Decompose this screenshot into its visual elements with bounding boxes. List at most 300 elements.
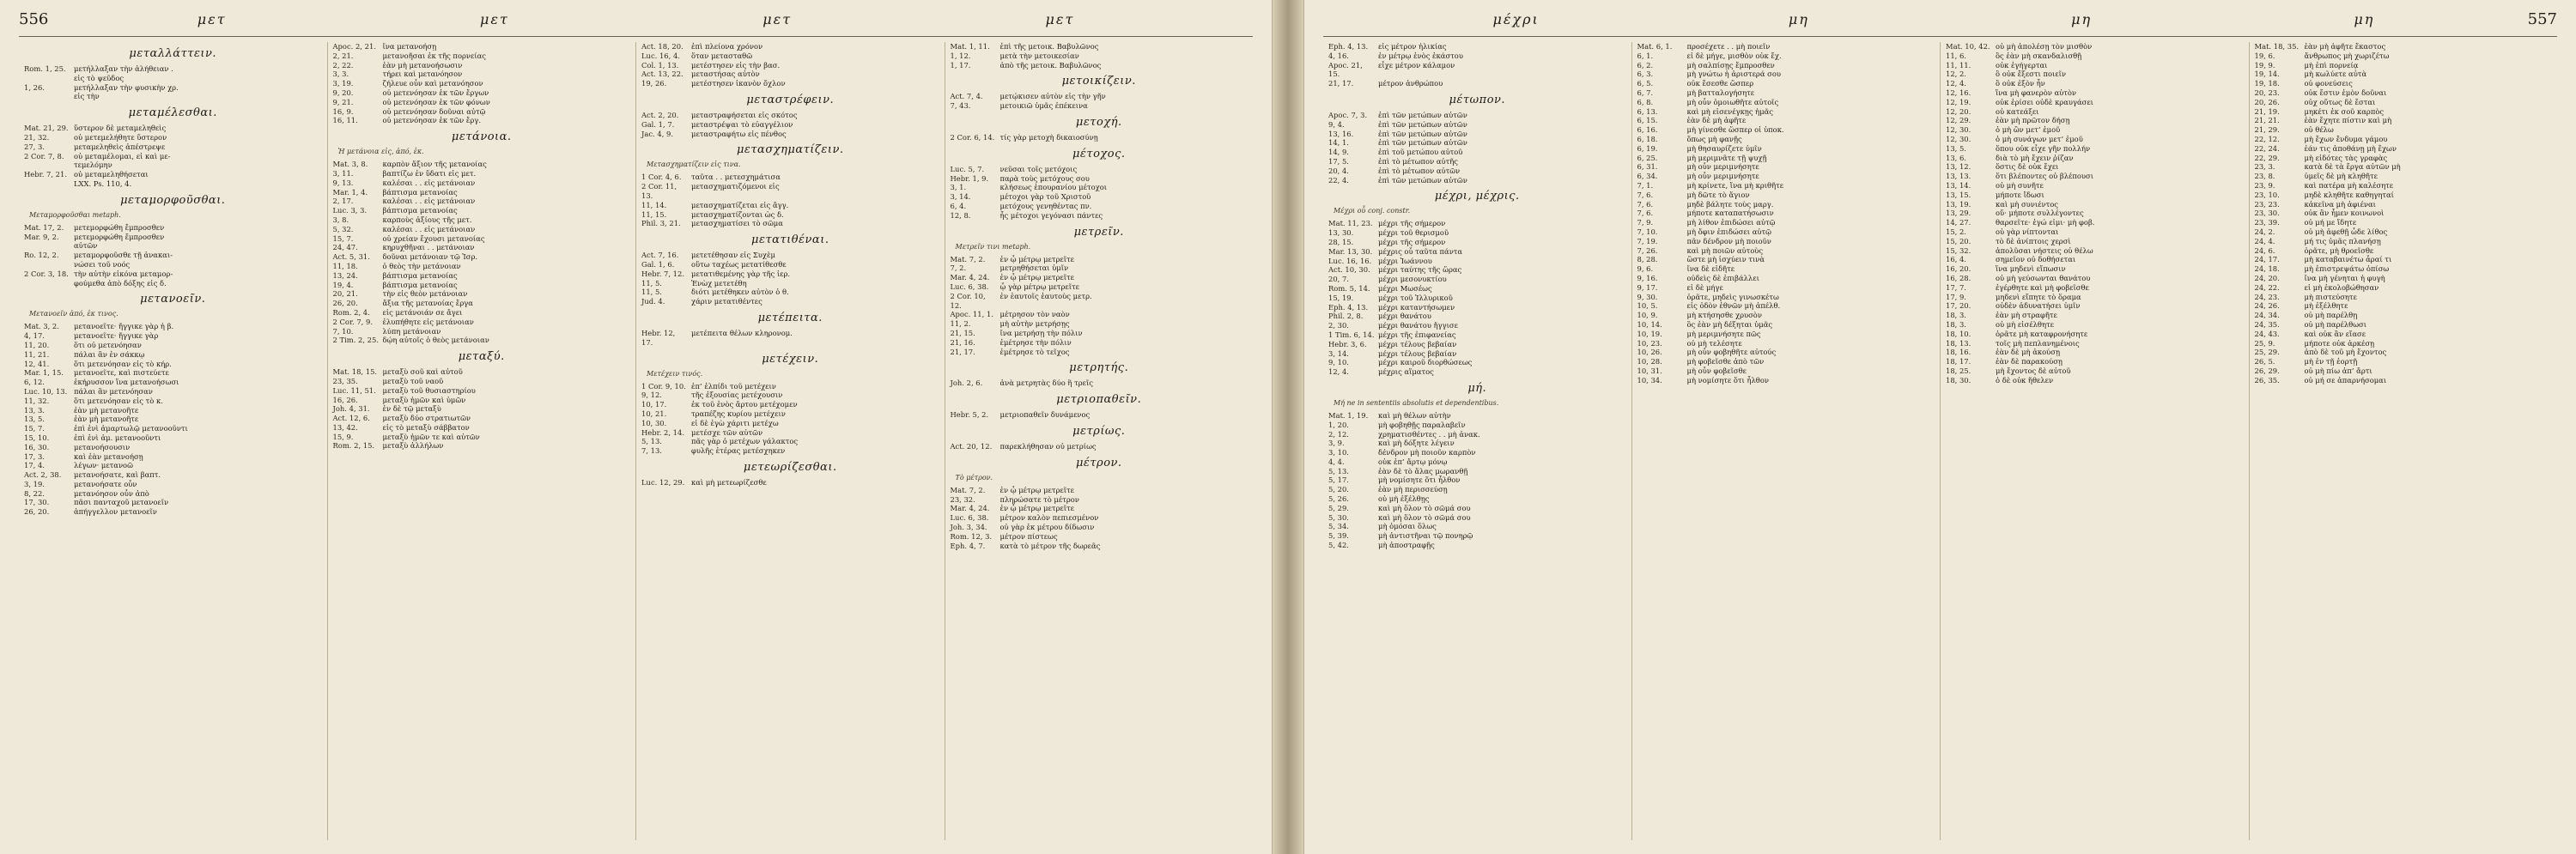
quotation-text: μὴ εἰδότες τὰς γραφὰς <box>2304 153 2388 162</box>
quotation-text: μετανοῆσαι ἐκ τῆς πορνείας <box>382 51 486 60</box>
concordance-line <box>24 170 322 179</box>
verse-reference: 13, 19. <box>1946 199 1971 209</box>
concordance-line <box>641 400 939 409</box>
concordance-line <box>333 70 631 79</box>
concordance-line <box>951 202 1249 211</box>
quotation-text: μέτρησον τὸν ναὸν <box>999 310 1070 319</box>
concordance-line <box>2255 162 2553 172</box>
quotation-text: ἐν ᾧ μέτρῳ μετρεῖτε <box>999 273 1075 282</box>
quotation-text: μέτοχοι γὰρ τοῦ Χριστοῦ <box>999 192 1091 202</box>
concordance-line <box>1328 522 1626 531</box>
verse-reference: 23, 39. <box>2254 218 2280 227</box>
verse-reference: 12, 4. <box>1328 367 1349 377</box>
quotation-text: ἐὰν ἔχητε πίστιν καὶ μὴ <box>2304 116 2392 125</box>
concordance-line <box>641 51 939 61</box>
concordance-line <box>1946 154 2244 163</box>
verse-reference: Eph. 4, 13. <box>1328 42 1369 51</box>
verse-reference: 15, 19. <box>1328 293 1354 302</box>
concordance-line <box>24 387 322 397</box>
quotation-text: ὃς ἐὰν μὴ δέξηται ὑμᾶς <box>1686 319 1773 329</box>
quotation-text: ἐν ᾧ μέτρῳ μετρεῖτε <box>999 254 1075 263</box>
concordance-line <box>951 273 1249 282</box>
concordance-line <box>2255 70 2553 79</box>
quotation-text: μηδὲ κληθῆτε καθηγηταί <box>2304 190 2394 199</box>
verse-reference: Luc. 6, 38. <box>950 513 989 523</box>
quotation-text: πάλαι ἂν μετενόησαν <box>74 386 153 396</box>
concordance-line <box>2255 339 2553 348</box>
quotation-text: ὅτι μετενόησαν εἰς τὸ κ. <box>74 396 163 405</box>
verse-reference: 10, 14. <box>1637 319 1662 329</box>
verse-reference: Rom. 2, 4. <box>332 307 370 317</box>
quotation-text: μέχρι Μωσέως <box>1378 283 1432 293</box>
quotation-text: κλήσεως ἐπουρανίου μέτοχοι <box>999 183 1108 192</box>
usage-note: Τὸ μέτρον. <box>955 473 993 482</box>
concordance-line <box>951 92 1249 101</box>
quotation-text: φούμεθα ἀπὸ δόξης εἰς δ. <box>74 278 167 288</box>
concordance-line <box>1637 320 1935 330</box>
verse-reference: 6, 4. <box>950 201 967 210</box>
quotation-text: Ἐνὼχ μετετέθη <box>691 278 747 288</box>
verse-reference: 2 Cor. 3, 18. <box>24 269 69 278</box>
quotation-text: μὴ ἔχοντος δὲ αὐτοῦ <box>1996 366 2071 375</box>
concordance-line <box>1328 228 1626 238</box>
concordance-line <box>1946 320 2244 330</box>
concordance-line <box>2255 311 2553 320</box>
entry-heading: μετεωρίζεσθαι. <box>743 460 837 474</box>
quotation-text: ὃ οὐκ ἐξὸν ἦν <box>1996 79 2045 88</box>
verse-reference: 19, 4. <box>332 280 354 289</box>
quotation-text: οὐ μὴ ἀφεθῇ ὧδε λίθος <box>2304 227 2388 236</box>
concordance-line <box>24 161 322 170</box>
verse-reference: 6, 13. <box>1637 106 1658 116</box>
quotation-text: μέχρις οὗ ταῦτα πάντα <box>1378 246 1463 256</box>
quotation-text: κἀκεῖνα μὴ ἀφιέναι <box>2304 199 2376 209</box>
concordance-line <box>1637 357 1935 366</box>
concordance-line <box>1946 116 2244 125</box>
verse-reference: 3, 14. <box>950 192 971 202</box>
headword-mark: μετ <box>479 11 509 27</box>
verse-reference: 23, 23. <box>2254 199 2280 209</box>
quotation-text: μεταμεληθεὶς ἀπέστρεψε <box>74 142 166 151</box>
concordance-line <box>24 124 322 133</box>
verse-reference: 13, 16. <box>1328 129 1354 138</box>
quotation-text: μὴ κτήσησθε χρυσὸν <box>1686 311 1762 320</box>
quotation-text: μὴ οὖν φοβηθῆτε αὐτούς <box>1686 348 1777 357</box>
concordance-line <box>1637 135 1935 144</box>
concordance-line <box>641 70 939 79</box>
quotation-text: οὐ μὴ τελέσητε <box>1686 338 1742 348</box>
verse-reference: 13, 29. <box>1946 209 1971 218</box>
verse-reference: 12, 30. <box>1946 134 1971 143</box>
quotation-text: εἰς ὁδὸν ἐθνῶν μὴ ἀπέλθ. <box>1686 301 1781 311</box>
concordance-line <box>333 98 631 107</box>
verse-reference: 1, 20. <box>1328 420 1349 429</box>
concordance-line <box>1946 330 2244 339</box>
verse-reference: 21, 15. <box>950 328 975 337</box>
verse-reference: 12, 41. <box>24 359 50 368</box>
verse-reference: Rom. 2, 15. <box>332 441 375 451</box>
concordance-line <box>333 327 631 336</box>
quotation-text: ὅτι μετενόησαν εἰς τὸ κήρ. <box>74 359 172 368</box>
verse-reference: 23, 9. <box>2254 180 2275 190</box>
concordance-line <box>1328 120 1626 130</box>
verse-reference: Jud. 4. <box>641 297 665 306</box>
concordance-line <box>2255 330 2553 339</box>
quotation-text: οὐ μὴ ἐξέλθῃς <box>1378 494 1430 504</box>
quotation-text: καλέσαι . . εἰς μετάνοιαν <box>382 224 476 233</box>
concordance-line <box>2255 200 2553 209</box>
quotation-text: τεμελόμην <box>74 161 112 170</box>
verse-reference: 11, 15. <box>641 209 667 219</box>
verse-reference: 24, 4. <box>2254 236 2275 245</box>
verse-reference <box>24 161 70 170</box>
quotation-text: καὶ μὴ εἰσενέγκῃς ἡμᾶς <box>1686 106 1773 116</box>
verse-reference: 10, 23. <box>1637 338 1662 348</box>
concordance-line <box>24 360 322 369</box>
verse-reference: Rom. 5, 14. <box>1328 283 1370 293</box>
quotation-text: μεταστραφήτω εἰς πένθος <box>691 129 787 138</box>
quotation-text: μὴ γίνεσθε ὥσπερ οἱ ὑποκ. <box>1686 125 1784 135</box>
quotation-text: ἐὰν μὴ ἀφῆτε ἕκαστος <box>2304 42 2386 51</box>
verse-reference: 21, 16. <box>950 337 975 347</box>
quotation-text: μέχρι θανάτου <box>1378 312 1431 321</box>
quotation-text: εἰ δὲ μήγε, μισθὸν οὐκ ἔχ. <box>1686 51 1782 60</box>
verse-reference: 2, 30. <box>1328 321 1349 330</box>
column <box>1323 42 1632 840</box>
concordance-line <box>641 270 939 279</box>
quotation-text: μὴ καταβαινέτω ἆραί τι <box>2304 255 2392 264</box>
concordance-line <box>641 437 939 446</box>
quotation-text: μέτρον ἀνθρώπου <box>1378 79 1443 88</box>
quotation-text: οὐ μεταμέλομαι, εἰ καὶ με- <box>74 151 171 161</box>
quotation-text: ὃ οὐκ ἔξεστι ποιεῖν <box>1996 70 2067 79</box>
verse-reference: 9, 6. <box>1637 264 1654 274</box>
entry-heading: μετριοπαθεῖν. <box>1056 393 1142 407</box>
concordance-line <box>641 260 939 270</box>
verse-reference <box>24 179 70 189</box>
quotation-text: μετανοεῖτε· ἤγγικε γὰρ ἡ β. <box>74 322 174 331</box>
quotation-text: νώσει τοῦ νοός <box>74 259 131 269</box>
quotation-text: καὶ μὴ ὅλον τὸ σῶμά σου <box>1378 512 1471 522</box>
quotation-text: μέχρι τοῦ θερισμοῦ <box>1378 228 1449 238</box>
column <box>1632 42 1941 840</box>
verse-reference: 11, 5. <box>641 288 662 297</box>
concordance-line <box>951 542 1249 551</box>
verse-reference: 5, 32. <box>332 224 354 233</box>
page-number: 557 <box>2527 10 2557 28</box>
verse-reference: Col. 1, 13. <box>641 60 679 70</box>
verse-reference: 6, 8. <box>1637 97 1654 106</box>
concordance-line <box>1328 257 1626 266</box>
verse-reference: 2 Tim. 2, 25. <box>332 336 379 345</box>
quotation-text: μέχρι τῆς ἐπιφανείας <box>1378 330 1456 339</box>
verse-reference: 9, 4. <box>1328 119 1345 129</box>
concordance-line <box>1328 247 1626 257</box>
quotation-text: μεταξὺ ἀλλήλων <box>382 441 444 451</box>
quotation-text: ἐπὶ τὸ μέτωπον αὐτῆς <box>1378 156 1458 166</box>
column <box>19 42 328 840</box>
usage-note: Μετρεῖν τινι metaph. <box>955 242 1031 251</box>
quotation-text: ἐν μέτρῳ ἑνὸς ἑκάστου <box>1378 51 1463 60</box>
quotation-text: τὴν αὐτὴν εἰκόνα μεταμορ- <box>74 269 173 278</box>
verse-reference: 1 Tim. 6, 14. <box>1328 330 1375 339</box>
quotation-text: ὁρᾶτε, μηδεὶς γινωσκέτω <box>1686 292 1779 301</box>
quotation-text: μὴ νομίσητε ὅτι ἦλθον <box>1686 375 1769 385</box>
verse-reference: 2, 21. <box>332 51 354 60</box>
quotation-text: ἐγέρθητε καὶ μὴ φοβεῖσθε <box>1996 282 2089 292</box>
concordance-line <box>333 336 631 345</box>
quotation-text: μὴ αὐτὴν μετρήσῃς <box>999 319 1070 329</box>
concordance-line <box>1328 504 1626 513</box>
concordance-line <box>951 174 1249 184</box>
quotation-text: ἵνα δὲ εἰδῆτε <box>1686 264 1735 274</box>
concordance-line <box>641 391 939 400</box>
verse-reference: 13, 3. <box>24 405 45 415</box>
concordance-line <box>1637 125 1935 135</box>
verse-reference: Act. 13, 22. <box>641 70 683 79</box>
concordance-line <box>1328 275 1626 284</box>
concordance-line <box>641 288 939 297</box>
verse-reference: Mat. 1, 11. <box>950 42 990 51</box>
concordance-line <box>1328 485 1626 494</box>
verse-reference: Mat. 18, 15. <box>332 367 378 377</box>
verse-reference: 6, 15. <box>1637 116 1658 125</box>
verse-reference: 22, 12. <box>2254 134 2280 143</box>
quotation-text: μέχρι θανάτου ἤγγισε <box>1378 321 1458 330</box>
quotation-text: νεῦσαι τοῖς μετόχοις <box>999 164 1078 173</box>
quotation-text: οὐ γὰρ νίπτονται <box>1996 227 2059 236</box>
concordance-line <box>24 415 322 424</box>
verse-reference: 24, 35. <box>2254 319 2280 329</box>
concordance-line <box>1637 154 1935 163</box>
verse-reference: Apoc. 11, 1. <box>950 310 993 319</box>
concordance-line <box>2255 125 2553 135</box>
verse-reference: 12, 8. <box>950 210 971 220</box>
concordance-line <box>641 111 939 120</box>
quotation-text: ἄνθρωπος μὴ χωριζέτω <box>2304 51 2390 60</box>
concordance-line <box>1637 348 1935 357</box>
quotation-text: μὴ οὖν μεριμνήσητε <box>1686 162 1759 172</box>
concordance-line <box>1946 181 2244 191</box>
quotation-text: οὐ μή με ἴδητε <box>2304 218 2357 227</box>
concordance-line <box>1946 339 2244 348</box>
quotation-text: μετανοήσουσιν <box>74 442 131 451</box>
quotation-text: οὐκ ἔσεσθε ὥσπερ <box>1686 79 1754 88</box>
verse-reference: 20, 23. <box>2254 88 2280 97</box>
concordance-line <box>24 378 322 387</box>
concordance-line <box>24 260 322 270</box>
quotation-text: μετασχηματίζονται ὡς δ. <box>691 209 784 219</box>
verse-reference: 9, 30. <box>1637 292 1658 301</box>
concordance-line <box>1946 70 2244 79</box>
verse-reference: Act. 20, 12. <box>950 441 993 451</box>
verse-reference: 21, 17. <box>950 347 975 356</box>
concordance-line <box>2255 320 2553 330</box>
quotation-text: οὔ· μήποτε συλλέγοντες <box>1996 209 2084 218</box>
concordance-line <box>2255 209 2553 218</box>
concordance-line <box>1946 51 2244 61</box>
concordance-line <box>1328 42 1626 51</box>
quotation-text: καὶ μὴ ὅλον τὸ σῶμά σου <box>1378 503 1471 512</box>
concordance-line <box>1946 135 2244 144</box>
concordance-line <box>1328 51 1626 61</box>
verse-reference: Act. 7, 4. <box>950 92 983 101</box>
verse-reference: 11, 32. <box>24 396 50 405</box>
quotation-text: μή τις ὑμᾶς πλανήσῃ <box>2304 236 2381 245</box>
quotation-text: ἐν ἑαυτοῖς ἑαυτοὺς μετρ. <box>999 291 1092 300</box>
headword-mark: μετ <box>762 11 793 27</box>
quotation-text: μὴ μεριμνᾶτε τῇ ψυχῇ <box>1686 153 1767 162</box>
quotation-text: μεταστραφήσεται εἰς σκότος <box>691 110 798 119</box>
concordance-line <box>2255 107 2553 117</box>
concordance-line <box>641 419 939 428</box>
quotation-text: μὴ βατταλογήσητε <box>1686 88 1755 97</box>
concordance-line <box>1328 467 1626 476</box>
concordance-line <box>1328 294 1626 303</box>
concordance-line <box>333 197 631 206</box>
page-number: 556 <box>19 10 49 28</box>
quotation-text: ὅτι βλέποντες οὐ βλέπουσι <box>1996 172 2093 181</box>
quotation-text: καὶ πατέρα μὴ καλέσητε <box>2304 180 2394 190</box>
quotation-text: οὐκ ἐρίσει οὐδὲ κραυγάσει <box>1996 97 2093 106</box>
concordance-line <box>1946 246 2244 256</box>
verse-reference: 7, 10. <box>332 326 354 336</box>
quotation-text: ἐὰν μὴ στραφῆτε <box>1996 311 2057 320</box>
verse-reference: 20, 21. <box>332 289 358 299</box>
quotation-text: οὐδὲν ἀδυνατήσει ὑμῖν <box>1996 301 2081 311</box>
verse-reference <box>24 92 70 101</box>
verse-reference: 18, 30. <box>1946 375 1971 385</box>
quotation-text: ἐμέτρησε τὴν πόλιν <box>999 337 1072 347</box>
quotation-text: χρηματισθέντες . . μὴ ἀνακ. <box>1378 429 1480 439</box>
concordance-line <box>1637 172 1935 181</box>
quotation-text: ἵνα μὴ φανερὸν αὐτὸν <box>1996 88 2076 97</box>
concordance-line <box>24 152 322 161</box>
quotation-text: μὴ κωλύετε αὐτὰ <box>2304 70 2367 79</box>
entry-heading: μετάνοια. <box>451 130 512 144</box>
quotation-text: μετρηθήσεται ὑμῖν <box>999 263 1069 273</box>
concordance-line <box>951 133 1249 142</box>
quotation-text: LXX. Ps. 110, 4. <box>74 179 132 188</box>
quotation-text: κατὰ τὸ μέτρον τῆς δωρεᾶς <box>999 541 1101 550</box>
concordance-line <box>333 79 631 88</box>
verse-reference: 2 Cor. 7, 9. <box>332 317 373 326</box>
quotation-text: ἐν ᾧ μέτρῳ μετρεῖτε <box>999 485 1075 494</box>
quotation-text: ἐλυπήθητε εἰς μετάνοιαν <box>382 317 474 326</box>
quotation-text: μὴ σαλπίσῃς ἔμπροσθεν <box>1686 60 1775 70</box>
quotation-text: θαρσεῖτε· ἐγώ εἰμι· μὴ φοβ. <box>1996 218 2095 227</box>
concordance-line <box>1946 293 2244 302</box>
verse-reference: 3, 19. <box>24 479 45 488</box>
quotation-text: μὴ ἔχων ἔνδυμα γάμου <box>2304 134 2388 143</box>
verse-reference: 6, 12. <box>24 378 45 387</box>
book-gutter <box>1273 0 1303 854</box>
concordance-line <box>1946 366 2244 376</box>
quotation-text: εἰς τὸ μεταξὺ σάββατον <box>382 422 470 432</box>
quotation-text: ταῦτα . . μετεσχημάτισα <box>691 173 781 182</box>
concordance-line <box>1637 311 1935 320</box>
verse-reference: 5, 13. <box>1328 466 1349 475</box>
quotation-text: μετέστησεν ἱκανὸν ὄχλον <box>691 79 786 88</box>
quotation-text: οὐ μετενόησαν ἐκ τῶν φόνων <box>382 97 490 106</box>
quotation-text: οὐ θέλω <box>2304 125 2334 135</box>
concordance-line <box>333 42 631 51</box>
concordance-line <box>951 486 1249 495</box>
quotation-text: ἵνα μηδενὶ εἴπωσιν <box>1996 264 2066 274</box>
verse-reference: 1 Cor. 4, 6. <box>641 173 682 182</box>
quotation-text: τοῖς μὴ πεπλανημένοις <box>1996 338 2080 348</box>
concordance-line <box>2255 79 2553 88</box>
verse-reference: 3, 11. <box>332 168 354 178</box>
concordance-line <box>24 350 322 360</box>
concordance-line <box>24 433 322 443</box>
quotation-text: οὐ μὴ παρέλθῃ <box>2304 311 2358 320</box>
concordance-line <box>641 130 939 139</box>
verse-reference: 7, 6. <box>1637 190 1654 199</box>
concordance-line <box>24 331 322 341</box>
verse-reference: 12, 16. <box>1946 88 1971 97</box>
concordance-line <box>2255 237 2553 246</box>
quotation-text: οὐ μὴ συνῆτε <box>1996 180 2044 190</box>
usage-note: Μετασχηματίζειν εἰς τινα. <box>647 161 741 169</box>
verse-reference: 26, 5. <box>2254 357 2275 366</box>
quotation-text: μέχρι μεσονυκτίου <box>1378 275 1447 284</box>
verse-reference: Hebr. 3, 6. <box>1328 339 1367 348</box>
quotation-text: μέχρι Ἰωάννου <box>1378 256 1432 265</box>
concordance-line <box>1946 274 2244 283</box>
usage-note: Μετανοεῖν ἀπό, ἐκ τινος. <box>29 310 118 318</box>
concordance-line <box>641 279 939 288</box>
quotation-text: μεταξὺ τοῦ θυσιαστηρίου <box>382 385 476 395</box>
concordance-line <box>641 182 939 201</box>
quotation-text: διότι μετέθηκεν αὐτὸν ὁ θ. <box>691 288 789 297</box>
concordance-line <box>24 480 322 489</box>
verse-reference: Mat. 6, 1. <box>1637 42 1673 51</box>
concordance-line <box>641 173 939 182</box>
verse-reference: 4, 17. <box>24 331 45 341</box>
quotation-text: ἐμέτρησε τὸ τεῖχος <box>999 347 1070 356</box>
concordance-line <box>333 243 631 252</box>
concordance-line <box>1946 191 2244 200</box>
concordance-line <box>641 219 939 228</box>
quotation-text: χάριν μετατιθέντες <box>691 297 762 306</box>
concordance-line <box>333 299 631 308</box>
quotation-text: ἐπὶ πλείονα χρόνον <box>691 42 763 51</box>
quotation-text: λέγων· μετανοῶ <box>74 461 133 470</box>
entry-heading: μετανοεῖν. <box>140 293 206 306</box>
concordance-line <box>24 443 322 452</box>
quotation-text: μήποτε οὐκ ἀρκέσῃ <box>2304 338 2375 348</box>
concordance-line <box>333 206 631 215</box>
quotation-text: προσέχετε . . μὴ ποιεῖν <box>1686 42 1771 51</box>
quotation-text: μήποτε καταπατήσωσιν <box>1686 209 1774 218</box>
quotation-text: μετανοεῖτε, καὶ πιστεύετε <box>74 368 169 378</box>
verse-reference: Mar. 4, 24. <box>950 273 990 282</box>
quotation-text: μεταξὺ τοῦ ναοῦ <box>382 376 444 385</box>
concordance-line <box>641 42 939 51</box>
verse-reference: 22, 24. <box>2254 143 2280 153</box>
quotation-text: οὐ γὰρ ἐκ μέτρου δίδωσιν <box>999 522 1095 531</box>
verse-reference: Luc. 16, 16. <box>1328 256 1372 265</box>
verse-reference: 5, 13. <box>641 437 662 446</box>
quotation-text: μετασχηματιζόμενοι εἰς <box>691 182 780 191</box>
verse-reference: 16, 4. <box>1946 255 1966 264</box>
verse-reference: Mat. 3, 2. <box>24 322 59 331</box>
verse-reference: 24, 17. <box>2254 255 2280 264</box>
concordance-line <box>24 270 322 279</box>
verse-reference: 7, 13. <box>641 446 662 456</box>
verse-reference: 3, 1. <box>950 183 967 192</box>
